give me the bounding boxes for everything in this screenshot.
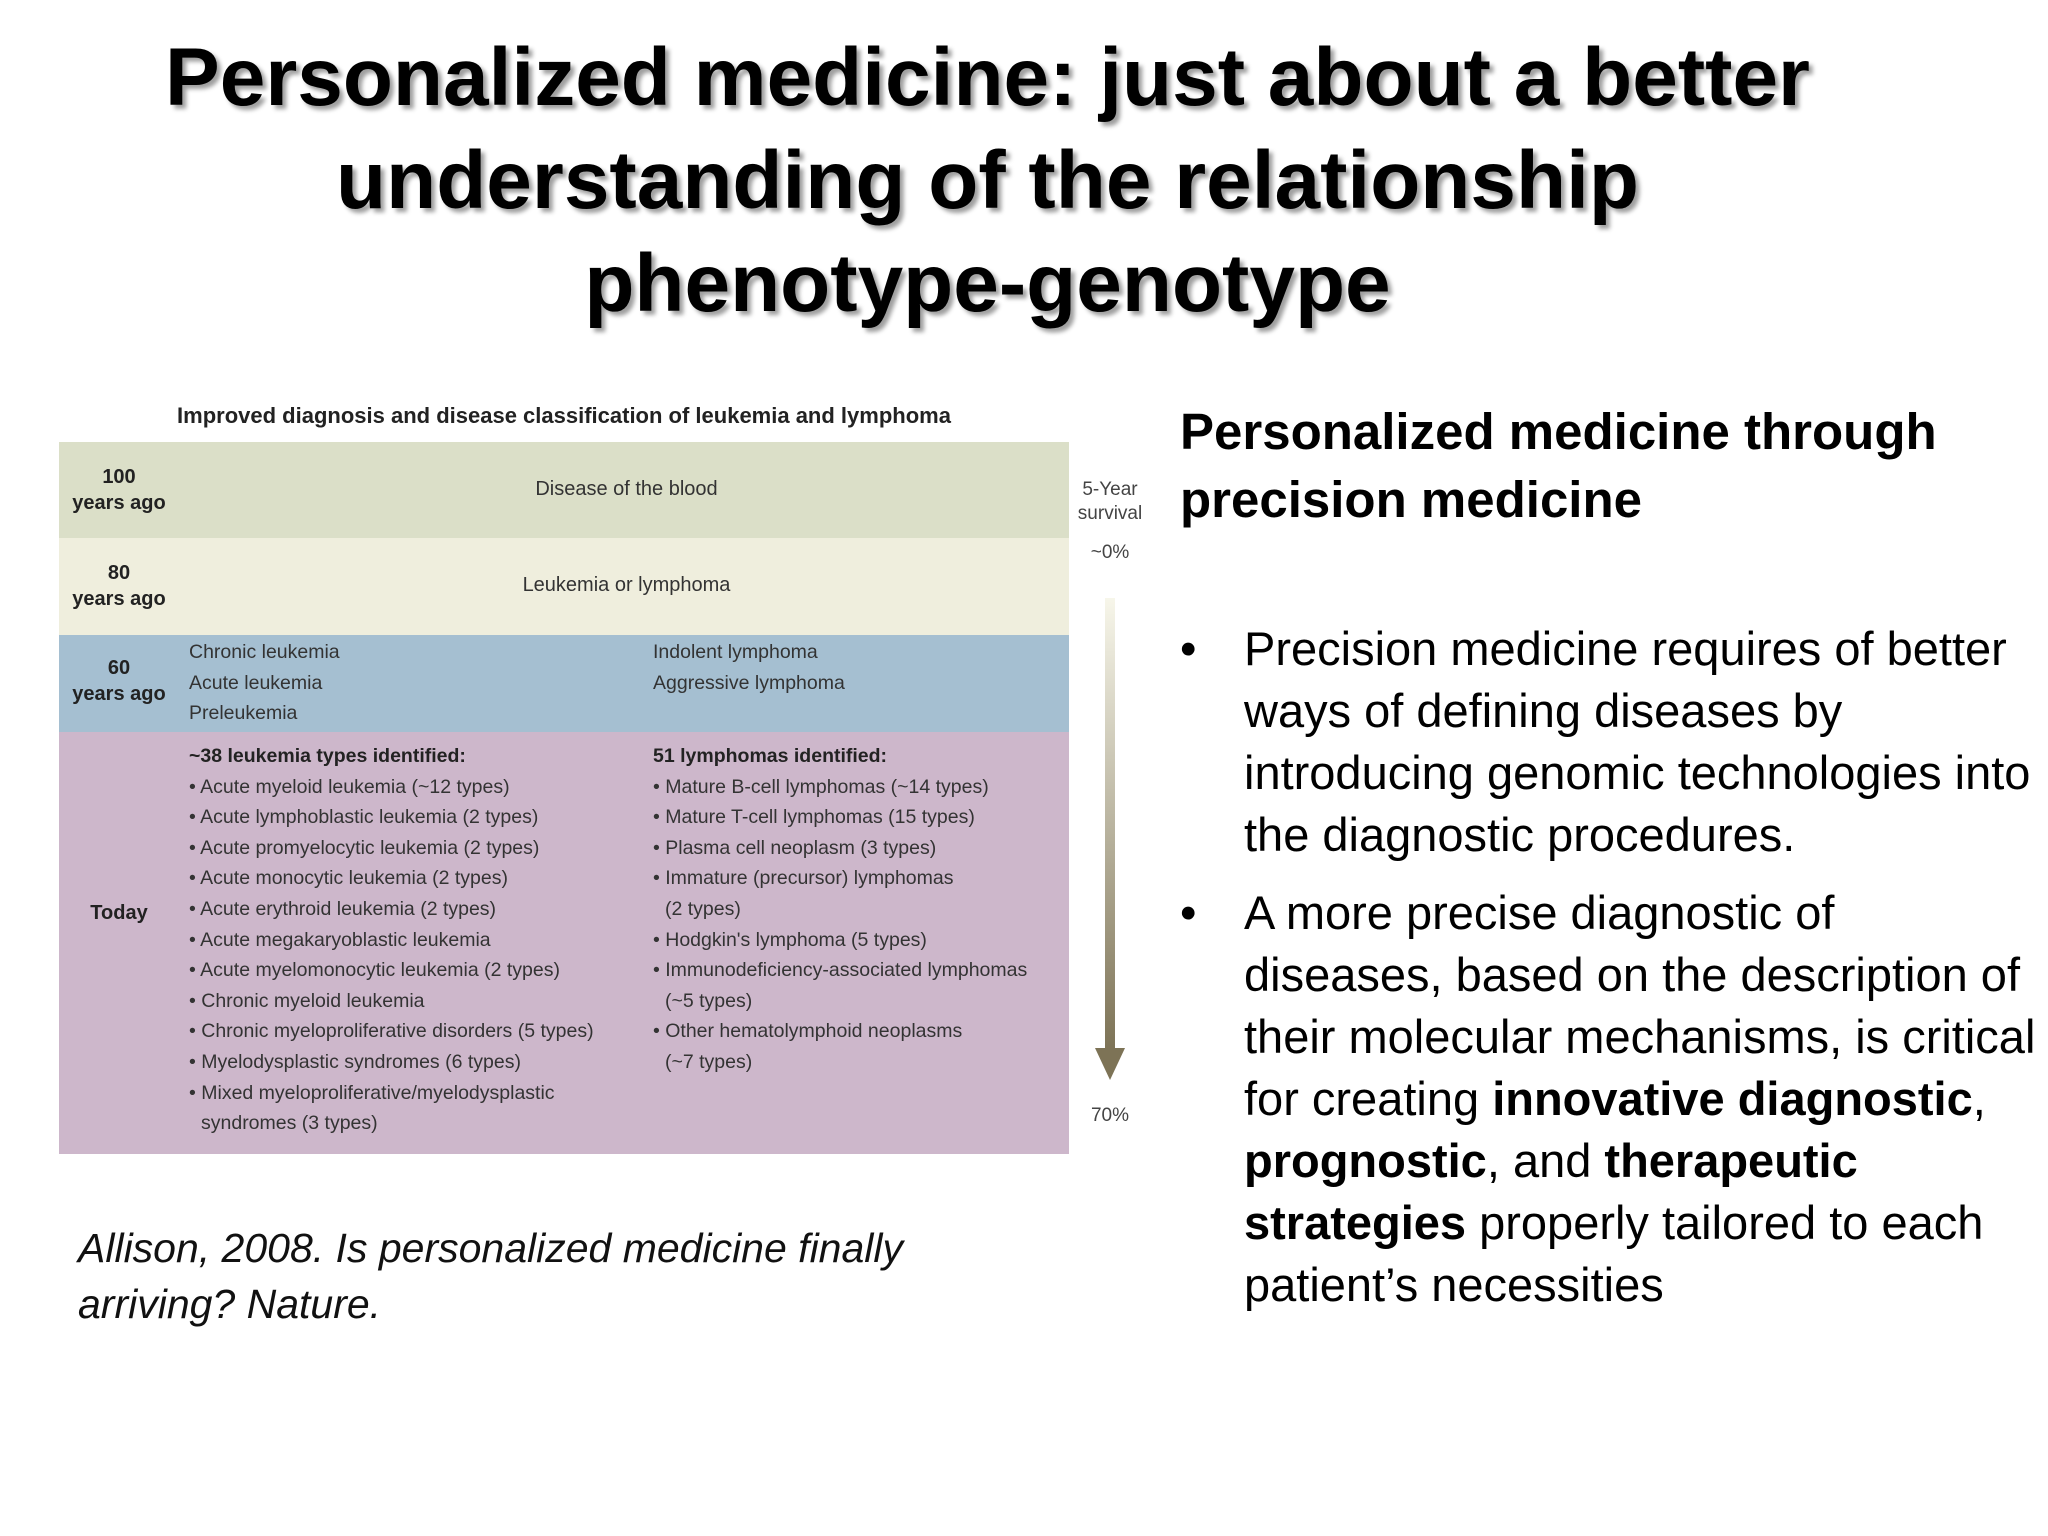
list-item: • Mature T-cell lymphomas (15 types) [653, 802, 1027, 833]
list-item: • Chronic myeloid leukemia [189, 986, 594, 1017]
leukemia-column [189, 637, 340, 729]
title-line-1: Personalized medicine: just about a better [165, 32, 1810, 123]
row-60-years [59, 635, 1069, 732]
list-item: • Acute monocytic leukemia (2 types) [189, 863, 594, 894]
survival-start: ~0% [1090, 542, 1130, 563]
era-label: 60 years ago [72, 657, 166, 705]
list-item: Acute leukemia [189, 671, 323, 694]
title-line-2: understanding of the relationship [336, 135, 1639, 226]
list-item: • Hodgkin's lymphoma (5 types) [653, 925, 1027, 956]
list-item: • Mature B-cell lymphomas (~14 types) [653, 772, 1027, 803]
list-item: (~7 types) [665, 1050, 753, 1073]
list-item: • Myelodysplastic syndromes (6 types) [189, 1047, 594, 1078]
list-item: Chronic leukemia [189, 641, 340, 663]
list-item: • Acute myelomonocytic leukemia (2 types) [189, 955, 594, 986]
survival-end: 70% [1090, 1105, 1130, 1126]
era-label: Today [90, 902, 148, 924]
title-line-3: phenotype-genotype [584, 238, 1391, 329]
row-today [59, 732, 1069, 1154]
row-80-years [59, 538, 1069, 635]
list-item: • Acute megakaryoblastic leukemia [189, 925, 594, 956]
list-item: • Acute lymphoblastic leukemia (2 types) [189, 802, 594, 833]
list-item: • Immunodeficiency-associated lymphomas [653, 955, 1027, 986]
list-item: • Immature (precursor) lymphomas [653, 863, 1027, 894]
figure-caption: Improved diagnosis and disease classification of leukemia and lymphoma [177, 403, 951, 428]
bullet-item: • A more precise diagnostic of diseases, based on the description of their molecular mechanisms, is critical for creating innovative diagnostic, prognostic, and therapeutic strategies properly tailored to each patient’s necessities [1180, 882, 2040, 1316]
lymphoma-types-column [653, 741, 1027, 1078]
list-item: • Other hematolymphoid neoplasms [653, 1016, 1027, 1047]
leukemia-types-column [189, 741, 594, 1139]
era-label: 100 years ago [72, 466, 166, 514]
list-item: Preleukemia [189, 702, 298, 725]
citation: Allison, 2008. Is personalized medicine finally arriving? Nature. [78, 1225, 904, 1327]
list-item: • Acute myeloid leukemia (~12 types) [189, 772, 594, 803]
list-item: • Chronic myeloproliferative disorders (5 types) [189, 1016, 594, 1047]
list-item: • Acute erythroid leukemia (2 types) [189, 894, 594, 925]
list-item: • Plasma cell neoplasm (3 types) [653, 833, 1027, 864]
list-item: • Acute promyelocytic leukemia (2 types) [189, 833, 594, 864]
survival-label: 5-Year survival [1077, 479, 1143, 524]
row-text: Disease of the blood [535, 478, 718, 500]
survival-arrow [1092, 598, 1128, 1082]
slide-title [0, 26, 1975, 335]
lymphoma-column [653, 637, 845, 698]
row-100-years [59, 442, 1069, 538]
era-label: 80 years ago [72, 562, 166, 610]
bullet-icon: • [1180, 622, 1197, 675]
bullet-icon: • [1180, 886, 1197, 939]
list-item: • Mixed myeloproliferative/myelodysplastic [189, 1078, 594, 1109]
list-item: (~5 types) [665, 989, 753, 1012]
list-item: Aggressive lymphoma [653, 671, 845, 694]
list-header: ~38 leukemia types identified: [189, 745, 466, 767]
list-item: (2 types) [665, 897, 741, 920]
list-item: Indolent lymphoma [653, 641, 818, 663]
row-text: Leukemia or lymphoma [522, 574, 731, 596]
bullet-list [1180, 618, 2040, 1332]
list-item: syndromes (3 types) [201, 1112, 378, 1135]
bullet-item: • Precision medicine requires of better ways of defining diseases by introducing genomic technologies into the diagnostic procedures. [1180, 618, 2040, 866]
section-heading: Personalized medicine through precision medicine [1180, 403, 1937, 528]
list-header: 51 lymphomas identified: [653, 745, 888, 767]
